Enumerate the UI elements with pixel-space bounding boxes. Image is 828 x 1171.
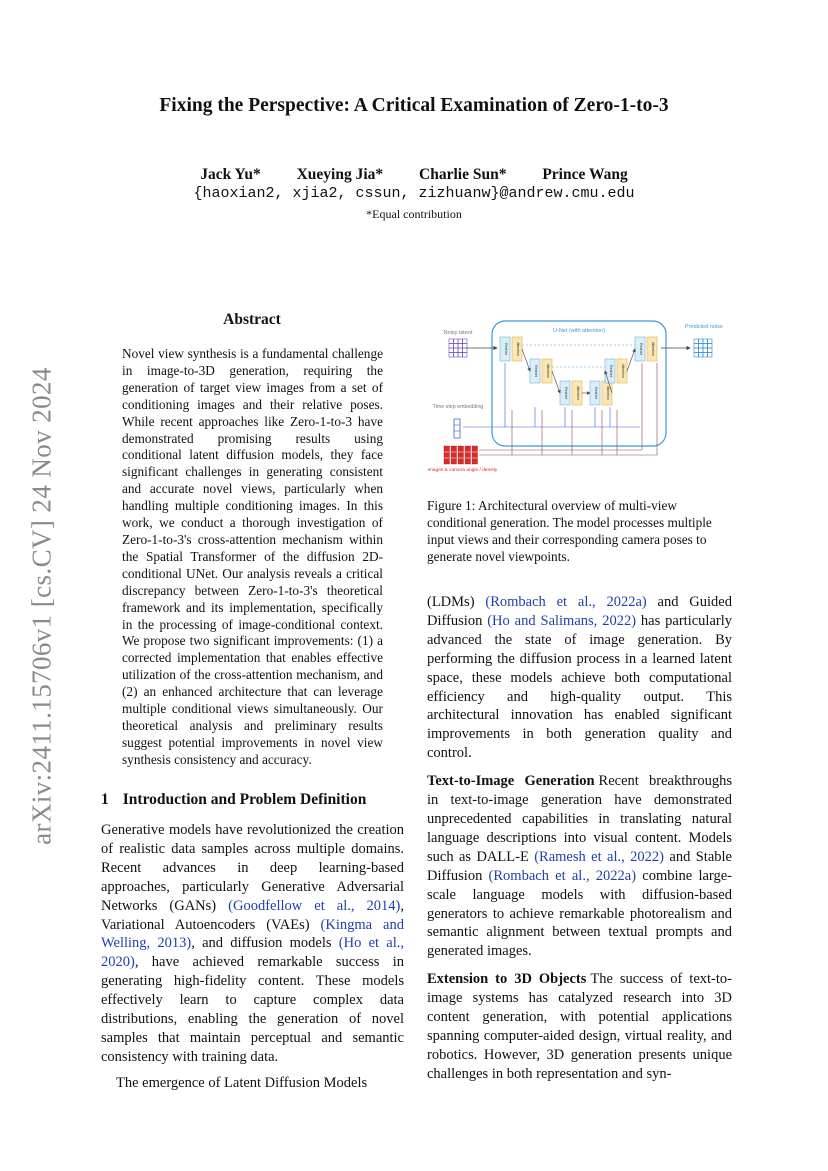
extension-3d-body (427, 971, 732, 1082)
paper-title: Fixing the Perspective: A Critical Examination of Zero-1-to-3 (159, 95, 669, 116)
condition-image (458, 446, 464, 464)
grid-cell (454, 353, 459, 358)
grid-cell (703, 339, 708, 344)
unet-blocks (500, 337, 657, 405)
intro-paragraph-1 (101, 821, 404, 1067)
grid-cell (703, 344, 708, 349)
right-column (427, 593, 732, 1093)
grid-cell (708, 353, 713, 358)
architecture-diagram-svg (427, 315, 732, 490)
predicted-noise-label: Predicted noise (685, 324, 723, 330)
abstract-body: Novel view synthesis is a fundamental challenge in image-to-3D generation, requiring the generation of target view images from a set of conditioning images and their relative poses. While recent approaches like Zero-1-to-3 have demonstrated promising results using conditional latent diffusion models, they face significant challenges in generating consistent and accurate novel views, particularly when handling multiple conditioning images. In this work, we conduct a thorough investigation of Zero-1-to-3's cross-attention mechanism within the Spatial Transformer of the diffusion 2D-conditional UNet. Our analysis reveals a critical discrepancy between Zero-1-to-3's theoretical framework and its implementation, specifically in the processing of image-conditional context. We propose two significant improvements: (1) a corrected implementation that enables effective utilization of the cross-attention mechanism, and (2) an enhanced architecture that can leverage multiple conditional views simultaneously. Our theoretical analysis and preliminary results suggest potential improvements in novel view synthesis consistency and accuracy. (122, 346, 383, 767)
section-heading (101, 791, 366, 809)
predicted-noise-grid (694, 339, 712, 357)
section-title: Introduction and Problem Definition (122, 791, 367, 808)
arxiv-identifier-stamp (22, 356, 62, 856)
grid-cell (458, 353, 463, 358)
flow-arrow (522, 349, 530, 371)
body-text: has particularly advanced the state of image generation. By performing the diffusion process in a learned latent space, these models achieve both computational efficiency and high-quality output. This architectural innovation has enabled significant improvements in both generation quality and control. (427, 612, 732, 762)
citation-link[interactable]: (Kingma and Welling, 2013) (101, 916, 404, 952)
body-text: and Guided Diffusion (427, 594, 732, 629)
grid-cell (463, 344, 468, 349)
intro-column (101, 821, 404, 1100)
time-step-vector (454, 419, 460, 438)
body-text: The emergence of Latent Diffusion Models (116, 1074, 368, 1091)
author-name: Xueying Jia* (296, 166, 384, 183)
extension-3d-paragraph (427, 970, 732, 1083)
grid-cell (454, 348, 459, 353)
grid-cell (699, 353, 704, 358)
flow-arrow (627, 349, 635, 371)
condition-image (472, 446, 478, 464)
unet-label: U-Net (with attention) (553, 328, 605, 334)
author-name: Charlie Sun* (419, 166, 507, 183)
body-text: The success of text-to-image systems has catalyzed research into 3D content generation, with potential applications spanning computer-aided design, virtual reality, and robotics. However, 3D generation presents unique challenges in both representation and syn- (427, 971, 732, 1082)
grid-cell (458, 339, 463, 344)
attention-label: Attention (516, 342, 520, 356)
grid-cell (708, 344, 713, 349)
grid-cell (699, 348, 704, 353)
intro-paragraph-2 (101, 1074, 404, 1093)
grid-cell (703, 353, 708, 358)
author-name: Jack Yu* (200, 166, 261, 183)
attention-label: Attention (606, 386, 610, 400)
attention-label: Attention (621, 364, 625, 378)
condition-image (451, 446, 457, 464)
attention-label: Attention (546, 364, 550, 378)
ldm-paragraph (427, 593, 732, 763)
resnet-label: ResNet (564, 387, 568, 399)
figure-1-diagram (427, 315, 732, 490)
body-text: Generative models have revolutionized the creation of realistic data samples across multiple domains. Recent advances in deep learning-based approaches, particularly Generative Adversarial Networks (GANs) (101, 822, 404, 914)
extension-3d-heading: Extension to 3D Objects (427, 971, 587, 988)
grid-cell (449, 339, 454, 344)
body-text: , have achieved remarkable success in generating high-fidelity content. These models effectively learn to capture complex data distributions, enabling the generation of novel samples that maintain perceptual and semantic consistency with training data. (101, 954, 404, 1065)
body-text: and Stable Diffusion (427, 848, 732, 884)
flow-arrow (552, 371, 560, 393)
body-text: , and diffusion models (191, 935, 339, 952)
equal-contribution-note: *Equal contribution (366, 207, 462, 221)
text-to-image-paragraph (427, 772, 732, 961)
noisy-latent-label: Noisy latent (443, 330, 473, 336)
author-emails: {haoxian2, xjia2, cssun, zizhuanw}@andrew.cmu.edu (193, 185, 635, 202)
citation-link[interactable]: (Goodfellow et al., 2014) (228, 897, 401, 914)
condition-image (444, 446, 450, 464)
text-to-image-body (427, 773, 732, 959)
conditioning-images (444, 446, 478, 464)
arxiv-stamp-text: arXiv:2411.15706v1 [cs.CV] 24 Nov 2024 (26, 367, 57, 845)
grid-cell (699, 344, 704, 349)
grid-cell (454, 339, 459, 344)
attention-label: Attention (576, 386, 580, 400)
section-number: 1 (101, 791, 109, 808)
abstract-heading: Abstract (223, 311, 281, 328)
citation-link[interactable]: (Ho and Salimans, 2022) (487, 612, 637, 629)
grid-cell (463, 348, 468, 353)
figure-1-caption: Figure 1: Architectural overview of multi-view conditional generation. The model processes multiple input views and their corresponding camera poses to generate novel viewpoints. (427, 498, 712, 564)
citation-link[interactable]: (Ho et al., 2020) (101, 935, 405, 971)
time-step-label: Time step embedding (432, 404, 484, 410)
grid-cell (699, 339, 704, 344)
grid-cell (449, 348, 454, 353)
text-to-image-heading: Text-to-Image Generation (427, 773, 595, 790)
grid-cell (708, 348, 713, 353)
grid-cell (454, 344, 459, 349)
grid-cell (694, 348, 699, 353)
citation-link[interactable]: (Rombach et al., 2022a) (488, 867, 637, 884)
conditioning-line (479, 363, 657, 455)
grid-cell (694, 344, 699, 349)
body-text: (LDMs) (427, 594, 486, 610)
citation-link[interactable]: (Rombach et al., 2022a) (485, 594, 647, 610)
grid-cell (458, 344, 463, 349)
resnet-label: ResNet (639, 343, 643, 355)
grid-cell (463, 353, 468, 358)
time-embedding-line (463, 363, 505, 427)
grid-cell (449, 353, 454, 358)
attention-label: Attention (651, 342, 655, 356)
condition-image (465, 446, 471, 464)
grid-cell (703, 348, 708, 353)
author-list (0, 166, 828, 184)
grid-cell (694, 339, 699, 344)
noisy-latent-grid (449, 339, 467, 357)
body-text: Recent breakthroughs in text-to-image generation have demonstrated unprecedented capabilities in translating natural language descriptions into visual content. Models such as DALL-E (427, 773, 732, 865)
resnet-label: ResNet (504, 343, 508, 355)
author-name: Prince Wang (542, 166, 628, 183)
body-text: , Variational Autoencoders (VAEs) (101, 897, 405, 933)
resnet-label: ResNet (609, 365, 613, 377)
resnet-label: ResNet (534, 365, 538, 377)
grid-cell (463, 339, 468, 344)
grid-cell (458, 348, 463, 353)
resnet-label: ResNet (594, 387, 598, 399)
conditioning-label: N Images & camera angle / density (427, 468, 498, 473)
grid-cell (708, 339, 713, 344)
grid-cell (449, 344, 454, 349)
body-text: combine large-scale language models with diffusion-based generators to achieve remarkable photorealism and semantic alignment between textual prompts and generated images. (427, 867, 732, 960)
grid-cell (694, 353, 699, 358)
citation-link[interactable]: (Ramesh et al., 2022) (534, 848, 664, 865)
